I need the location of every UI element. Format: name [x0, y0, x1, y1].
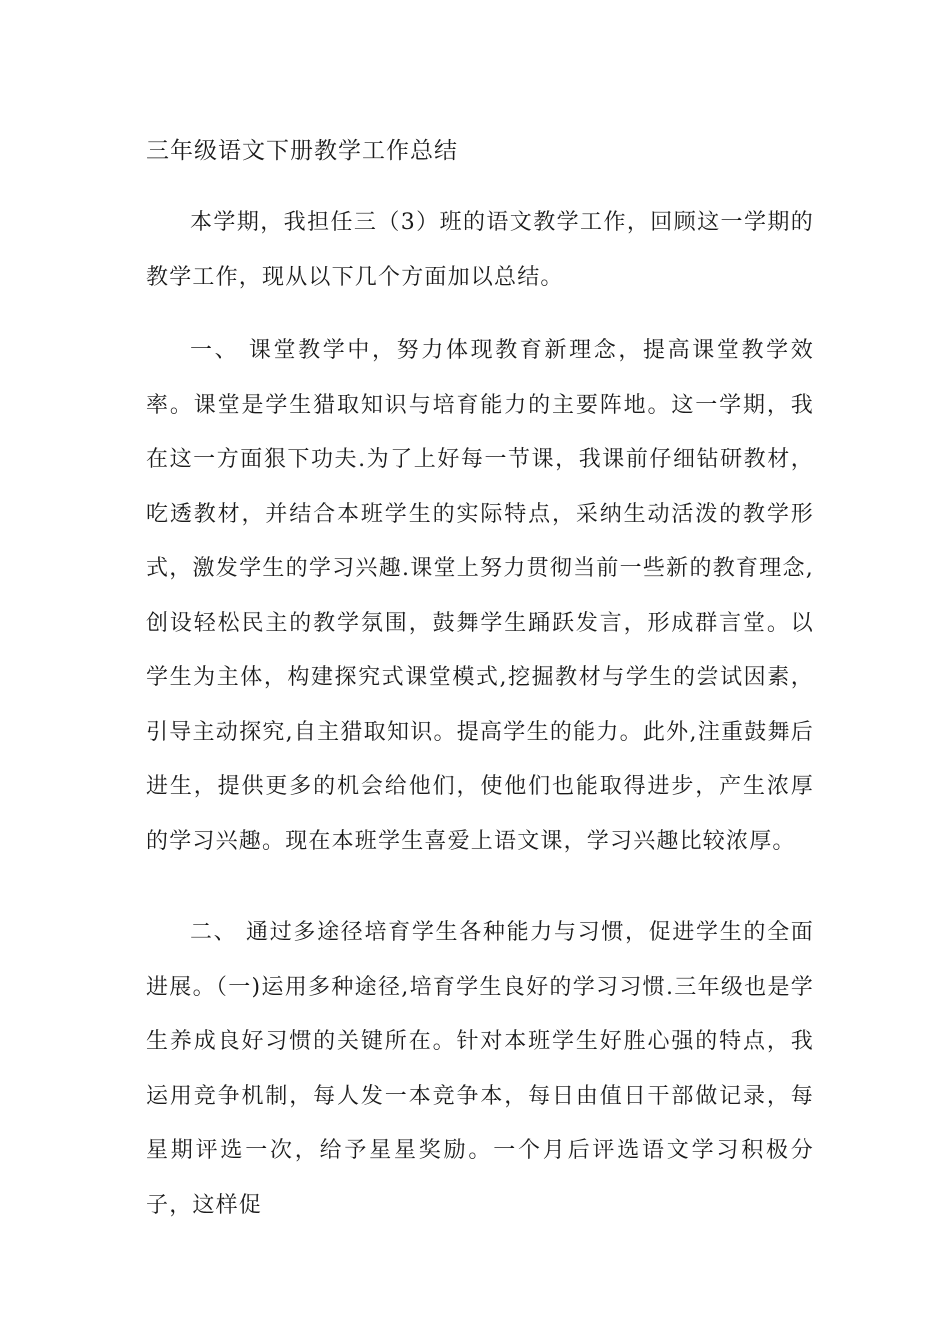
paragraph-intro: 本学期，我担任三（3）班的语文教学工作，回顾这一学期的教学工作，现从以下几个方面加以总结。	[146, 210, 814, 290]
paragraph-section-two: 二、 通过多途径培育学生各种能力与习惯，促进学生的全面进展。（一)运用多种途径,培育学生良好的学习习惯.三年级也是学生养成良好习惯的关键所在。针对本班学生好胜心强的特点，我运用竞争机制，每人发一本竞争本，每日由值日干部做记录，每星期评选一次，给予星星奖励。一个月后评选语文学习积极分子，这样促	[146, 920, 814, 1218]
document-title: 三年级语文下册教学工作总结	[146, 138, 458, 164]
paragraph-section-one: 一、 课堂教学中，努力体现教育新理念，提高课堂教学效率。课堂是学生猎取知识与培育能力的主要阵地。这一学期，我在这一方面狠下功夫.为了上好每一节课，我课前仔细钻研教材，吃透教材，并结合本班学生的实际特点，采纳生动活泼的教学形式，激发学生的学习兴趣.课堂上努力贯彻当前一些新的教育理念,创设轻松民主的教学氛围，鼓舞学生踊跃发言，形成群言堂。以学生为主体，构建探究式课堂模式,挖掘教材与学生的尝试因素，引导主动探究,自主猎取知识。提高学生的能力。此外,注重鼓舞后进生，提供更多的机会给他们，使他们也能取得进步，产生浓厚的学习兴趣。现在本班学生喜爱上语文课，学习兴趣比较浓厚。	[146, 338, 814, 854]
